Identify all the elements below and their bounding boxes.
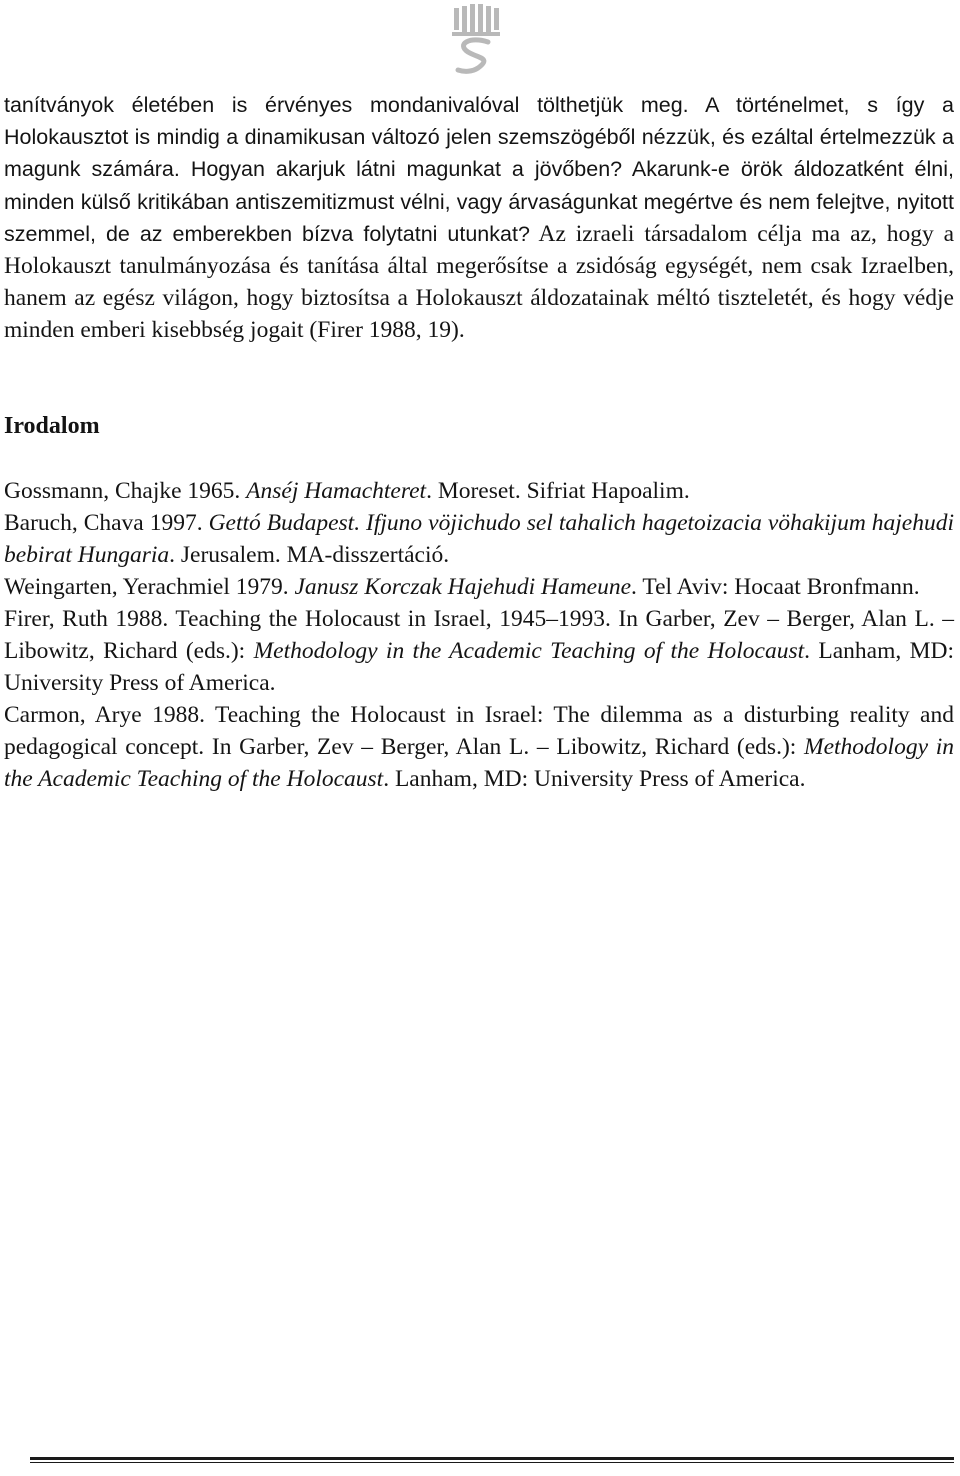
paragraph-serif-text: Az izraeli társadalom célja ma az, hogy a Holokauszt tanulmányozása és tanítása által megerősítse a zsidóság egységét, nem csak Izraelben, hanem az egész világon, hogy biztosítsa a Holokauszt áldozatainak méltó tiszteletét, és hogy védje minden emberi kisebbség jogait (Firer 1988, 19). <box>4 220 954 344</box>
footer-rule-thick <box>30 1457 954 1460</box>
section-heading: Irodalom <box>4 413 100 439</box>
reference-list <box>4 475 954 795</box>
paragraph-sans-text: tanítványok életében is érvényes mondanivalóval tölthetjük meg. A történelmet, s így a Holokausztot is mindig a dinamikusan változó jelen szemszögéből nézzük, és ezáltal értelmezzük a magunk számára. Hogyan akarjuk látni magunkat a jövőben? Akarunk-e örök áldozatként élni, minden külső kritikában antiszemitizmust vélni, vagy árvaságunkat megértve és nem felejtve, nyitott szemmel, de az emberekben bízva folytatni utunkat? <box>4 93 954 246</box>
reference-item: Weingarten, Yerachmiel 1979. Janusz Korczak Hajehudi Hameune. Tel Aviv: Hocaat Bronfmann. <box>4 574 920 600</box>
body-paragraph <box>4 89 954 347</box>
reference-item: Baruch, Chava 1997. Gettó Budapest. Ifjuno vöjichudo sel tahalich hagetoizacia vöhakijum hajehudi bebirat Hungaria. Jerusalem. MA-disszertáció. <box>4 510 954 568</box>
footer-rule-thin <box>30 1462 954 1463</box>
reference-item: Gossmann, Chajke 1965. Anséj Hamachteret. Moreset. Sifriat Hapoalim. <box>4 478 690 504</box>
reference-item: Carmon, Arye 1988. Teaching the Holocaust in Israel: The dilemma as a disturbing reality and pedagogical concept. In Garber, Zev – Berger, Alan L. – Libowitz, Richard (eds.): Methodology in the Academic Teaching of the Holocaust. Lanham, MD: University Press of America. <box>4 702 954 792</box>
reference-item: Firer, Ruth 1988. Teaching the Holocaust in Israel, 1945–1993. In Garber, Zev – Berger, Alan L. – Libowitz, Richard (eds.): Methodology in the Academic Teaching of the Holocaust. Lanham, MD: University Press of America. <box>4 606 955 696</box>
publisher-logo-icon <box>448 4 504 76</box>
